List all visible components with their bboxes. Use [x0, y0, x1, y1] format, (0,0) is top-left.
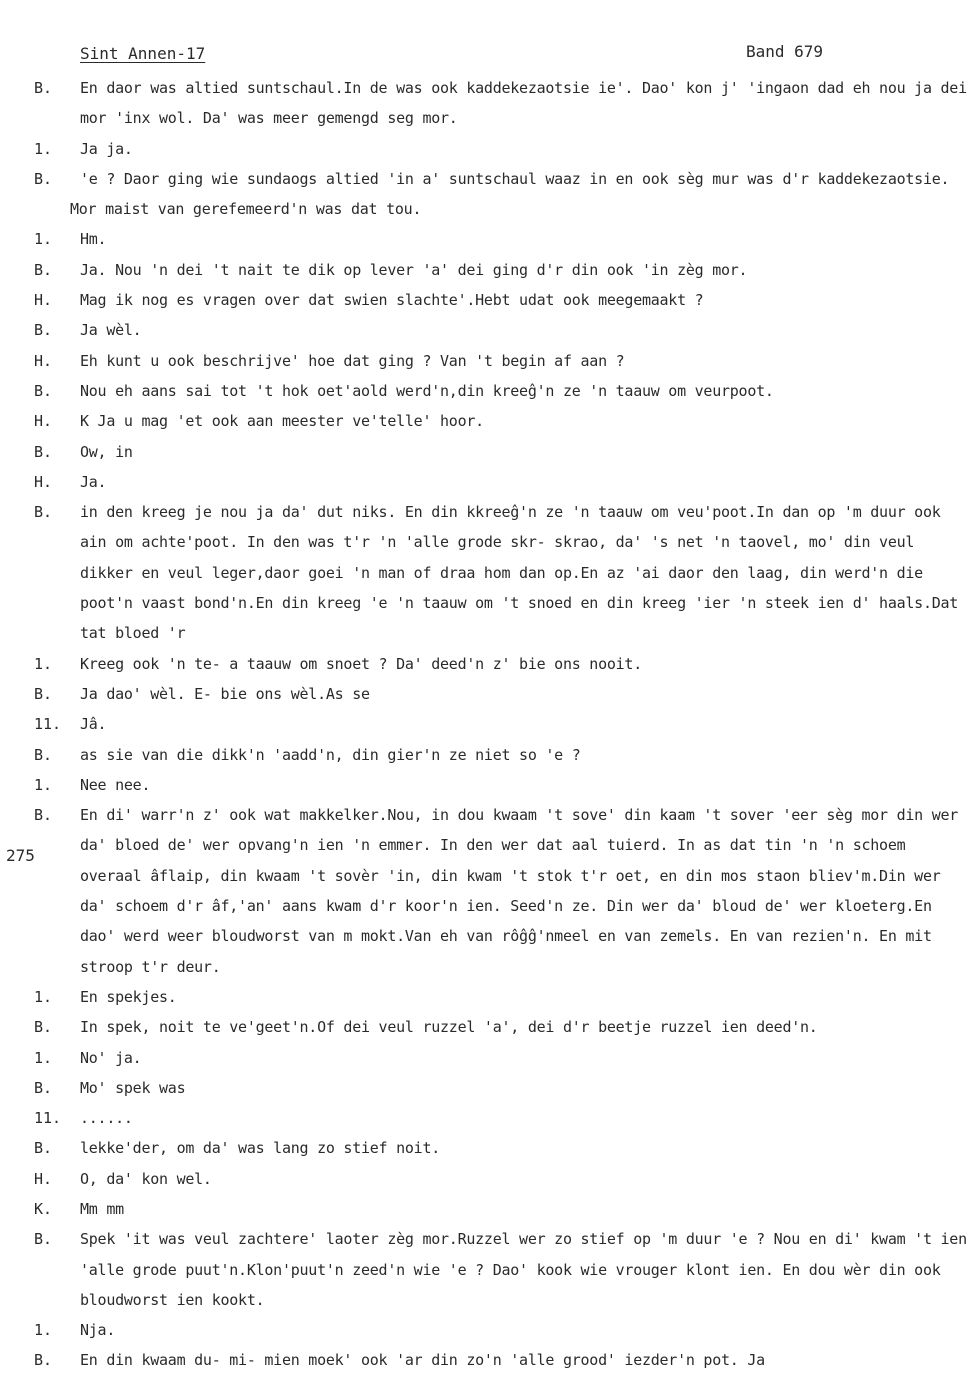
utterance-text: Nou eh aans sai tot 't hok oet'aold werd'n,din kreeĝ'n ze 'n taauw om veurpoot.	[80, 381, 774, 400]
utterance-text: En din kwaam du- mi- mien moek' ook 'ar din zo'n 'alle grood' iezder'n pot. Ja	[80, 1351, 765, 1370]
dialogue-turn	[0, 315, 979, 345]
speaker-label: 11.	[34, 715, 62, 734]
speaker-label: H.	[34, 1169, 53, 1188]
dialogue-turn	[0, 679, 979, 709]
dialogue-turn	[0, 285, 979, 315]
speaker-label: B.	[34, 1018, 53, 1037]
utterance-text: in den kreeg je nou ja da' dut niks. En din kkreeĝ'n ze 'n taauw om veu'poot.In dan op 'm duur ook ain om achte'poot. In den was t'r 'n 'alle grode skr- skrao, da' 's net 'n taovel, mo' din veul dikker en veul leger,daor goei 'n man of draa hom dan op.En az 'ai daor den laag, din werd'n die poot'n vaast bond'n.En din kreeg 'e 'n taauw om 't snoed en din kreeg 'ier 'n steek ien d' haals.Dat tat bloed 'r	[80, 503, 967, 643]
speaker-label: H.	[34, 291, 53, 310]
speaker-label: B.	[34, 745, 53, 764]
utterance-text: Jâ.	[80, 715, 107, 734]
speaker-label: H.	[34, 472, 53, 491]
speaker-label: 1.	[34, 654, 53, 673]
utterance-text: Nee nee.	[80, 775, 151, 794]
speaker-label: B.	[34, 169, 53, 188]
dialogue-turn	[0, 1315, 979, 1345]
speaker-label: H.	[34, 351, 53, 370]
dialogue-turn	[0, 1194, 979, 1224]
speaker-label: 1.	[34, 230, 53, 249]
utterance-text: Ow, in	[80, 442, 133, 461]
utterance-text: Nja.	[80, 1321, 116, 1340]
speaker-label: B.	[34, 503, 53, 522]
utterance-text: In spek, noit te ve'geet'n.Of dei veul ruzzel 'a', dei d'r beetje ruzzel ien deed'n.	[80, 1018, 818, 1037]
speaker-label: B.	[34, 1351, 53, 1370]
speaker-label: 1.	[34, 987, 53, 1006]
dialogue-turn	[0, 134, 979, 164]
speaker-label: B.	[34, 321, 53, 340]
speaker-label: 11.	[34, 1109, 62, 1128]
utterance-text: Hm.	[80, 230, 107, 249]
speaker-label: B.	[34, 1139, 53, 1158]
speaker-label: B.	[34, 1230, 53, 1249]
utterance-text: Ja.	[80, 472, 107, 491]
utterance-text: Mag ik nog es vragen over dat swien slachte'.Hebt udat ook meegemaakt ?	[80, 291, 704, 310]
dialogue-turn	[0, 497, 979, 648]
utterance-text: Eh kunt u ook beschrijve' hoe dat ging ? Van 't begin af aan ?	[80, 351, 625, 370]
utterance-text: Mm mm	[80, 1199, 124, 1218]
dialogue-turn	[0, 1224, 979, 1315]
dialogue-turn	[0, 1133, 979, 1163]
utterance-text: O, da' kon wel.	[80, 1169, 212, 1188]
utterance-text: lekke'der, om da' was lang zo stief noit.	[80, 1139, 441, 1158]
speaker-label: 1.	[34, 1048, 53, 1067]
transcript-body	[0, 73, 979, 1376]
dialogue-turn	[0, 649, 979, 679]
speaker-label: 1.	[34, 139, 53, 158]
utterance-text: 'e ? Daor ging wie sundaogs altied 'in a' suntschaul waaz in en ook sèg mur was d'r kaddekezaotsie. Mor maist van gerefemeerd'n was dat tou.	[70, 169, 959, 219]
speaker-label: 1.	[34, 775, 53, 794]
dialogue-turn	[0, 1103, 979, 1133]
dialogue-turn	[0, 1073, 979, 1103]
utterance-text: En spekjes.	[80, 987, 177, 1006]
dialogue-turn	[0, 982, 979, 1012]
utterance-text: Mo' spek was	[80, 1078, 186, 1097]
speaker-label: H.	[34, 412, 53, 431]
utterance-text: En daor was altied suntschaul.In de was ook kaddekezaotsie ie'. Dao' kon j' 'ingaon dad eh nou ja dei mor 'inx wol. Da' was meer gemengd seg mor.	[80, 79, 976, 128]
utterance-text: Ja. Nou 'n dei 't nait te dik op lever 'a' dei ging d'r din ook 'in zèg mor.	[80, 260, 748, 279]
dialogue-turn	[0, 709, 979, 739]
speaker-label: B.	[34, 381, 53, 400]
utterance-text: as sie van die dikk'n 'aadd'n, din gier'n ze niet so 'e ?	[80, 745, 581, 764]
dialogue-turn	[0, 1164, 979, 1194]
dialogue-turn	[0, 437, 979, 467]
dialogue-turn	[0, 73, 979, 134]
tape-number: Band 679	[746, 42, 824, 61]
margin-page-number: 275	[6, 846, 35, 865]
dialogue-turn	[0, 1043, 979, 1073]
dialogue-turn	[0, 1012, 979, 1042]
dialogue-turn	[0, 740, 979, 770]
location-header: Sint Annen-17	[80, 44, 206, 63]
speaker-label: B.	[34, 806, 53, 825]
dialogue-turn	[0, 255, 979, 285]
utterance-text: No' ja.	[80, 1048, 142, 1067]
dialogue-turn	[0, 164, 979, 225]
speaker-label: 1.	[34, 1321, 53, 1340]
utterance-text: Spek 'it was veul zachtere' laoter zèg mor.Ruzzel wer zo stief op 'm duur 'e ? Nou en di' kwam 't ien 'alle grode puut'n.Klon'puut'n zeed'n wie 'e ? Dao' kook wie vrouger klont ien. En dou wèr din ook bloudworst ien kookt.	[80, 1230, 976, 1309]
dialogue-turn	[0, 346, 979, 376]
dialogue-turn	[0, 1345, 979, 1375]
dialogue-turn	[0, 467, 979, 497]
speaker-label: B.	[34, 442, 53, 461]
dialogue-turn	[0, 376, 979, 406]
utterance-text: K Ja u mag 'et ook aan meester ve'telle' hoor.	[80, 412, 484, 431]
utterance-text: Ja wèl.	[80, 321, 142, 340]
utterance-text: ......	[80, 1109, 133, 1128]
speaker-label: B.	[34, 684, 53, 703]
speaker-label: K.	[34, 1199, 53, 1218]
utterance-text: Kreeg ook 'n te- a taauw om snoet ? Da' deed'n z' bie ons nooit.	[80, 654, 642, 673]
utterance-text: Ja dao' wèl. E- bie ons wèl.As se	[80, 684, 370, 703]
utterance-text: Ja ja.	[80, 139, 133, 158]
speaker-label: B.	[34, 260, 53, 279]
utterance-text: En di' warr'n z' ook wat makkelker.Nou, in dou kwaam 't sove' din kaam 't sover 'eer sèg mor din wer da' bloed de' wer opvang'n ien 'n emmer. In den wer dat aal tuierd. In as dat tin 'n 'n schoem overaal âflaip, din kwaam 't sovèr 'in, din kwam 't stok t'r oet, en din mos staon bliev'm.Din wer da' schoem d'r âf,'an' aans kwam d'r koor'n ien. Seed'n ze. Din wer da' bloud de' wer kloeterg.En dao' werd weer bloudworst van m mokt.Van eh van rôĝĝ'nmeel en van zemels. En van rezien'n. En mit stroop t'r deur.	[80, 806, 967, 976]
dialogue-turn	[0, 770, 979, 800]
speaker-label: B.	[34, 79, 53, 97]
dialogue-turn	[0, 800, 979, 982]
dialogue-turn	[0, 406, 979, 436]
dialogue-turn	[0, 224, 979, 254]
speaker-label: B.	[34, 1078, 53, 1097]
